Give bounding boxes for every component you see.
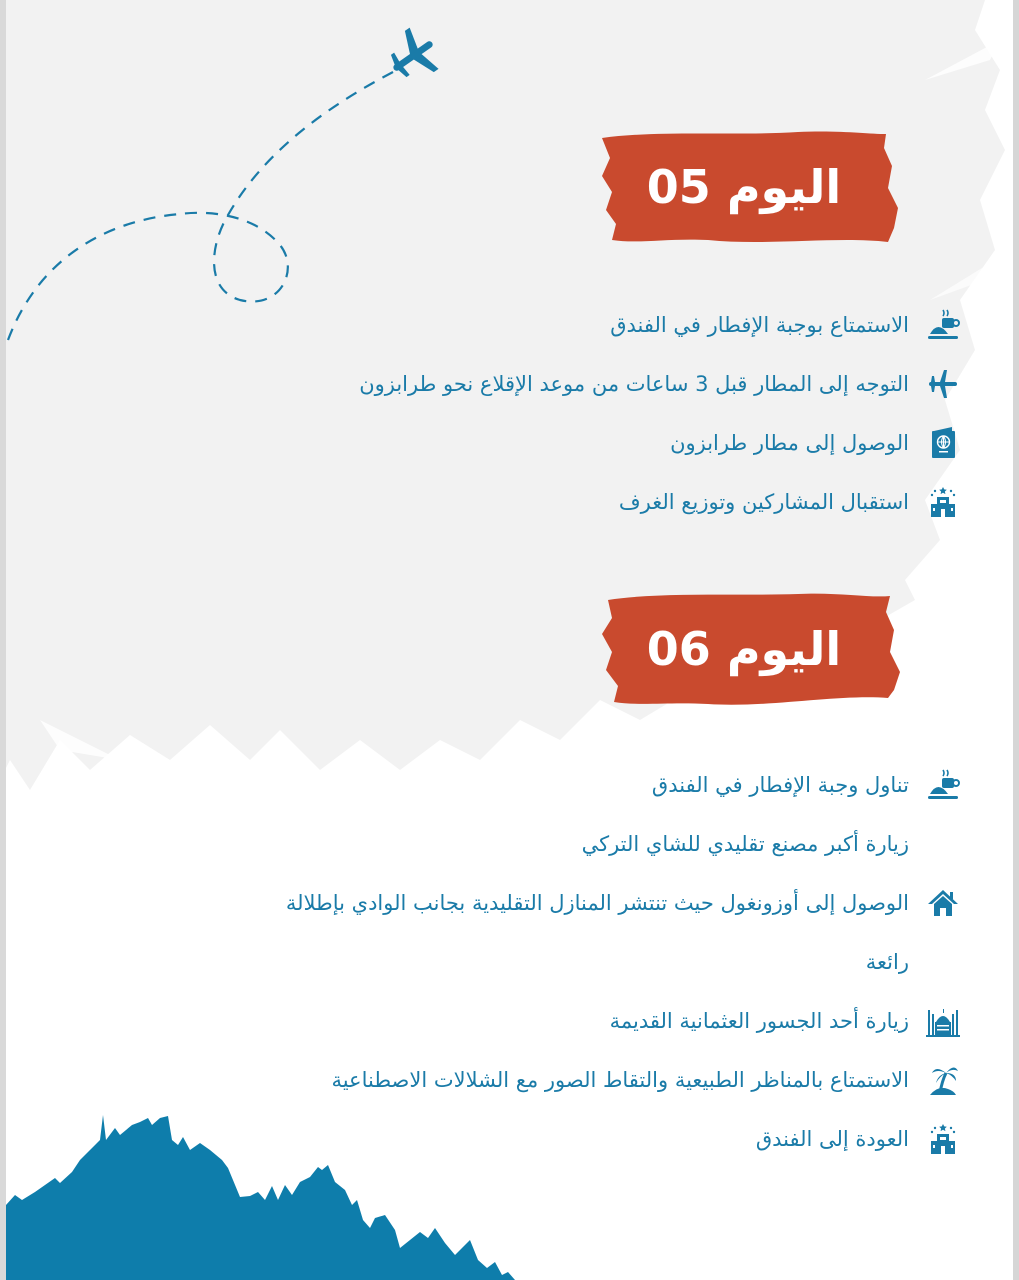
activity-text: الاستمتاع بالمناظر الطبيعية والتقاط الصور مع الشلالات الاصطناعية <box>331 1067 909 1092</box>
activity-text: استقبال المشاركين وتوزيع الغرف <box>618 489 909 514</box>
hotel-icon <box>923 482 963 522</box>
palm-island-icon <box>923 1060 963 1100</box>
mosque-icon <box>923 1001 963 1041</box>
activity-text: رائعة <box>865 949 909 974</box>
activity-item <box>359 354 919 413</box>
activity-item <box>286 755 919 814</box>
hotel-icon <box>923 1119 963 1159</box>
activity-text: زيارة أحد الجسور العثمانية القديمة <box>609 1008 909 1033</box>
day-title: اليوم 05 <box>646 160 842 214</box>
page-edge-left <box>0 0 6 1280</box>
activity-item <box>286 991 919 1050</box>
activity-item <box>286 1109 919 1168</box>
breakfast-icon <box>923 765 963 805</box>
activity-item <box>359 472 919 531</box>
house-icon <box>923 883 963 923</box>
activity-text: التوجه إلى المطار قبل 3 ساعات من موعد الإقلاع نحو طرابزون <box>359 371 909 396</box>
activity-text: الاستمتاع بوجبة الإفطار في الفندق <box>610 312 909 337</box>
activity-item <box>286 873 919 932</box>
day-06-badge <box>598 590 908 708</box>
passport-icon <box>923 423 963 463</box>
day-title: اليوم 06 <box>646 622 842 676</box>
activity-text: العودة إلى الفندق <box>755 1126 909 1151</box>
activity-item <box>286 932 919 991</box>
page-edge-right <box>1013 0 1019 1280</box>
activity-text: تناول وجبة الإفطار في الفندق <box>651 772 909 797</box>
airplane-icon <box>382 25 444 87</box>
activity-item <box>359 413 919 472</box>
activity-text: زيارة أكبر مصنع تقليدي للشاي التركي <box>581 831 909 856</box>
activity-item <box>359 295 919 354</box>
activity-text: الوصول إلى أوزونغول حيث تنتشر المنازل التقليدية بجانب الوادي بإطلالة <box>285 890 909 915</box>
day-05-badge <box>598 128 908 246</box>
day-06-activities <box>286 755 919 1168</box>
activity-item <box>286 814 919 873</box>
breakfast-icon <box>923 305 963 345</box>
airplane-icon <box>923 364 963 404</box>
day-05-activities <box>359 295 919 531</box>
activity-item <box>286 1050 919 1109</box>
activity-text: الوصول إلى مطار طرابزون <box>670 430 909 455</box>
